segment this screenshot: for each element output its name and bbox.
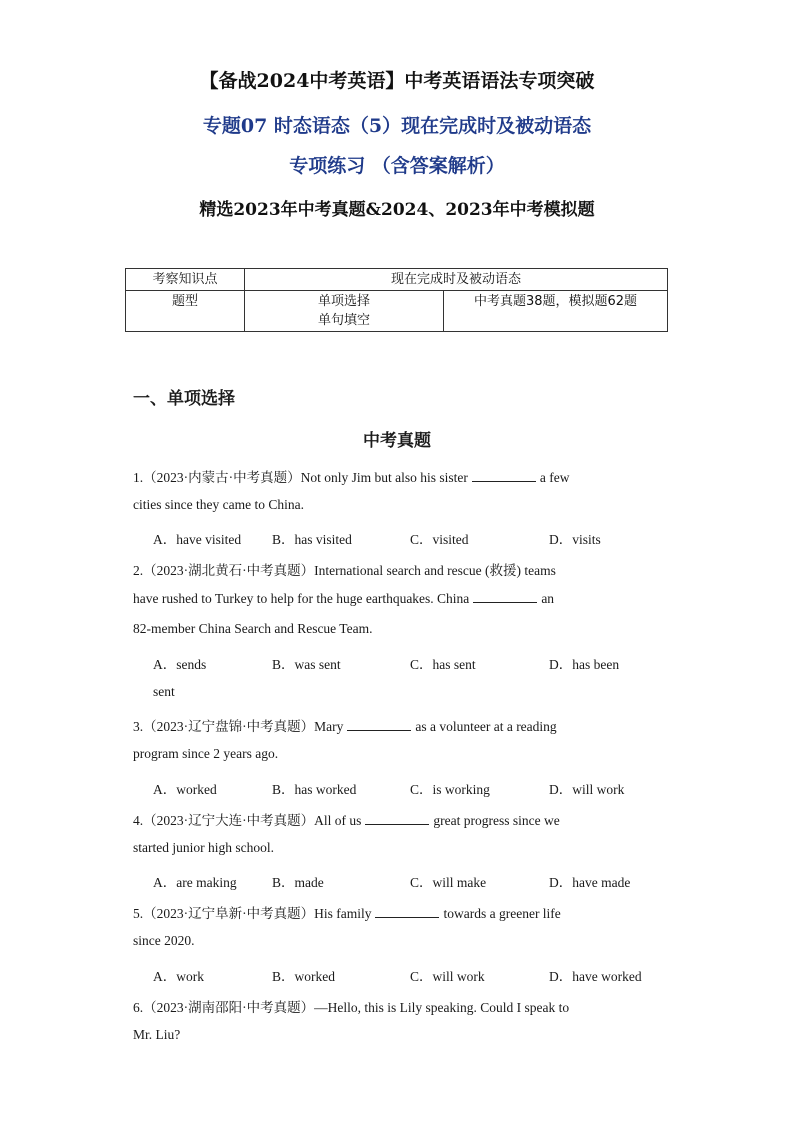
question-3-line-2: program since 2 years ago. (133, 746, 279, 761)
question-4-option-a: A．are making (153, 875, 237, 890)
section-subheading: 中考真题 (363, 431, 431, 451)
question-2-line-3: 82-member China Search and Rescue Team. (133, 621, 373, 636)
answer-blank (473, 590, 537, 603)
question-5-option-c: C．will work (410, 969, 485, 984)
table-cell-type-values (245, 291, 444, 332)
question-3-option-d: D．will work (549, 782, 625, 797)
topic-title: 专题07 时态语态（5）现在完成时及被动语态 (202, 115, 592, 137)
section-heading: 一、单项选择 (133, 389, 235, 409)
question-6-line-1: 6.（2023·湖南邵阳·中考真题）—Hello, this is Lily speaking. Could I speak to (133, 1000, 570, 1015)
question-5-line-2: since 2020. (133, 933, 195, 948)
answer-blank (365, 812, 429, 825)
question-type-single-choice: 单项选择 (317, 294, 370, 309)
question-4-option-d: D．have made (549, 875, 631, 890)
question-4-option-b: B．made (272, 875, 324, 890)
question-2-line-2: have rushed to Turkey to help for the huge earthquakes. China an (133, 591, 555, 606)
question-3-option-c: C．is working (410, 782, 490, 797)
question-3-option-a: A．worked (153, 782, 217, 797)
question-1-line-2: cities since they came to China. (133, 497, 304, 512)
selection-title: 精选2023年中考真题&2024、2023年中考模拟题 (199, 200, 595, 220)
question-1-option-b: B．has visited (272, 532, 352, 547)
question-2-option-a: A．sends (153, 657, 207, 672)
table-cell-type-label: 题型 (126, 291, 245, 332)
question-5-option-d: D．have worked (549, 969, 642, 984)
answer-blank (347, 718, 411, 731)
question-2-line-1: 2.（2023·湖北黄石·中考真题）International search and rescue (救援) teams (133, 563, 556, 578)
answer-blank (375, 905, 439, 918)
question-3-option-b: B．has worked (272, 782, 357, 797)
question-1-option-c: C．visited (410, 532, 469, 547)
table-row (126, 269, 668, 291)
question-6-line-2: Mr. Liu? (133, 1027, 181, 1042)
question-5-option-b: B．worked (272, 969, 335, 984)
question-3-line-1: 3.（2023·辽宁盘锦·中考真题）Mary as a volunteer at a reading (133, 719, 557, 734)
question-4-line-2: started junior high school. (133, 840, 274, 855)
question-2-option-d: D．has been (549, 657, 620, 672)
question-2-option-d-wrap: sent (153, 684, 175, 699)
table-cell-knowledge-label: 考察知识点 (126, 269, 245, 291)
question-1-option-d: D．visits (549, 532, 601, 547)
question-5-option-a: A．work (153, 969, 204, 984)
table-cell-question-count: 中考真题38题，模拟题62题 (444, 291, 668, 332)
info-table (125, 268, 668, 332)
main-title: 【备战2024中考英语】中考英语语法专项突破 (199, 70, 595, 92)
question-5-line-1: 5.（2023·辽宁阜新·中考真题）His family towards a greener life (133, 906, 561, 921)
question-4-line-1: 4.（2023·辽宁大连·中考真题）All of us great progress since we (133, 813, 560, 828)
answer-blank (472, 469, 536, 482)
question-1-line-1: 1.（2023·内蒙古·中考真题）Not only Jim but also his sister a few (133, 470, 570, 485)
question-2-option-b: B．was sent (272, 657, 341, 672)
question-4-option-c: C．will make (410, 875, 487, 890)
question-2-option-c: C．has sent (410, 657, 476, 672)
question-type-fill-blank: 单句填空 (317, 313, 370, 328)
table-cell-knowledge-value: 现在完成时及被动语态 (245, 269, 668, 291)
table-row (126, 291, 668, 332)
practice-title: 专项练习 （含答案解析） (289, 155, 505, 177)
question-1-option-a: A．have visited (153, 532, 242, 547)
